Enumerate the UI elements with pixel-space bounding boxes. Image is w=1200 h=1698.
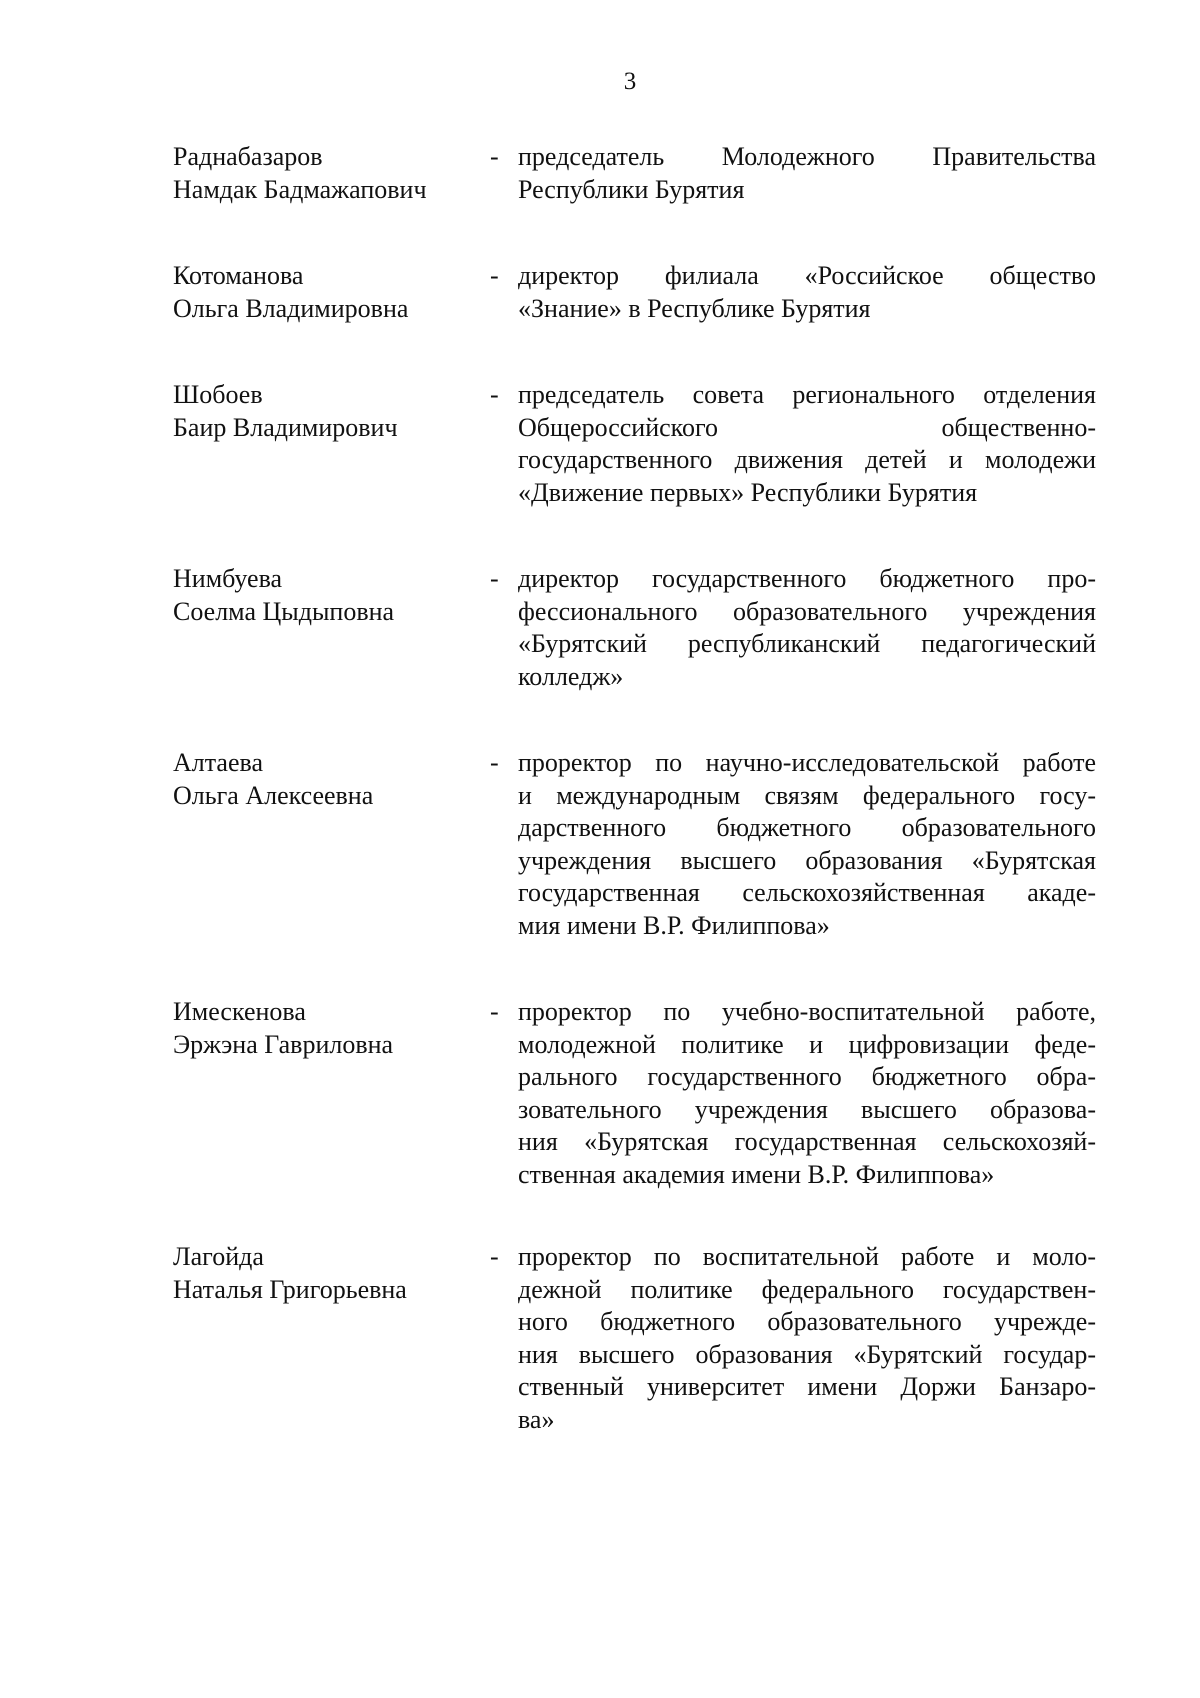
position-line: учреждения высшего образования «Бурятская: [518, 845, 1096, 875]
separator-dash: -: [490, 1242, 499, 1271]
position-line: «Бурятский республиканский педагогический: [518, 629, 1096, 658]
member-position: [518, 996, 1096, 1191]
member-surname: Алтаева: [173, 748, 263, 777]
position-line: проректор по научно-исследовательской работе: [518, 748, 1096, 777]
position-line: ния «Бурятская государственная сельскохозяй-: [518, 1127, 1096, 1156]
member-position: [518, 1241, 1096, 1436]
member-position: [518, 379, 1096, 509]
member-surname: Лагойда: [173, 1242, 264, 1271]
position-line: председатель Молодежного Правительства: [518, 142, 1096, 171]
position-line: рального государственного бюджетного обра-: [518, 1062, 1096, 1091]
separator-dash: -: [490, 997, 499, 1026]
member-given-names: Эржэна Гавриловна: [173, 1029, 394, 1059]
position-line: «Знание» в Республике Бурятия: [518, 293, 871, 323]
member-position: [518, 563, 1096, 693]
member-given-names: Ольга Алексеевна: [173, 780, 374, 810]
member-surname: Нимбуева: [173, 564, 283, 593]
position-line: фессионального образовательного учреждения: [518, 596, 1096, 626]
position-line: директор государственного бюджетного про-: [518, 564, 1096, 593]
member-name: [173, 1241, 490, 1436]
member-surname: Котоманова: [173, 261, 304, 290]
separator-dash: -: [490, 261, 499, 290]
separator-dash: -: [490, 380, 499, 409]
member-given-names: Ольга Владимировна: [173, 293, 409, 323]
member-position: [518, 141, 1096, 206]
position-line: ва»: [518, 1404, 555, 1434]
position-line: ния высшего образования «Бурятский государ-: [518, 1339, 1096, 1369]
page-number: 3: [623, 68, 637, 95]
separator-dash: -: [490, 748, 499, 777]
member-given-names: Намдак Бадмажапович: [173, 174, 427, 204]
position-line: колледж»: [518, 661, 624, 691]
member-surname: Имескенова: [173, 997, 306, 1026]
position-line: зовательного учреждения высшего образова-: [518, 1094, 1096, 1124]
position-line: дежной политике федерального государствен-: [518, 1274, 1096, 1304]
position-line: государственная сельскохозяйственная акаде-: [518, 878, 1096, 907]
position-line: Общероссийского общественно-: [518, 412, 1096, 442]
position-line: Республики Бурятия: [518, 174, 745, 204]
position-line: председатель совета регионального отделения: [518, 380, 1096, 409]
position-line: директор филиала «Российское общество: [518, 261, 1096, 290]
position-line: и международным связям федерального госу-: [518, 780, 1096, 810]
member-given-names: Наталья Григорьевна: [173, 1274, 407, 1304]
position-line: государственного движения детей и молодежи: [518, 445, 1096, 474]
member-name: [173, 260, 490, 325]
member-position: [518, 260, 1096, 325]
member-list: [173, 141, 1096, 1490]
position-line: проректор по учебно-воспитательной работе,: [518, 997, 1096, 1026]
member-entry: [173, 747, 1096, 942]
position-line: проректор по воспитательной работе и моло-: [518, 1242, 1096, 1271]
position-line: «Движение первых» Республики Бурятия: [518, 477, 978, 507]
member-name: [173, 996, 490, 1191]
member-entry: [173, 260, 1096, 325]
member-name: [173, 379, 490, 509]
member-entry: [173, 141, 1096, 206]
member-entry: [173, 563, 1096, 693]
position-line: ного бюджетного образовательного учрежде-: [518, 1307, 1096, 1336]
member-given-names: Баир Владимирович: [173, 412, 398, 442]
member-given-names: Соелма Цыдыповна: [173, 596, 395, 626]
separator-dash: -: [490, 564, 499, 593]
separator-dash: -: [490, 142, 499, 171]
position-line: ственный университет имени Доржи Банзаро-: [518, 1372, 1096, 1401]
member-name: [173, 141, 490, 206]
member-surname: Раднабазаров: [173, 142, 323, 171]
member-entry: [173, 996, 1096, 1191]
member-entry: [173, 379, 1096, 509]
member-surname: Шобоев: [173, 380, 263, 409]
member-position: [518, 747, 1096, 942]
position-line: дарственного бюджетного образовательного: [518, 813, 1096, 842]
member-name: [173, 747, 490, 942]
position-line: мия имени В.Р. Филиппова»: [518, 910, 830, 940]
position-line: ственная академия имени В.Р. Филиппова»: [518, 1159, 995, 1189]
member-name: [173, 563, 490, 693]
member-entry: [173, 1241, 1096, 1436]
position-line: молодежной политике и цифровизации феде-: [518, 1029, 1096, 1059]
